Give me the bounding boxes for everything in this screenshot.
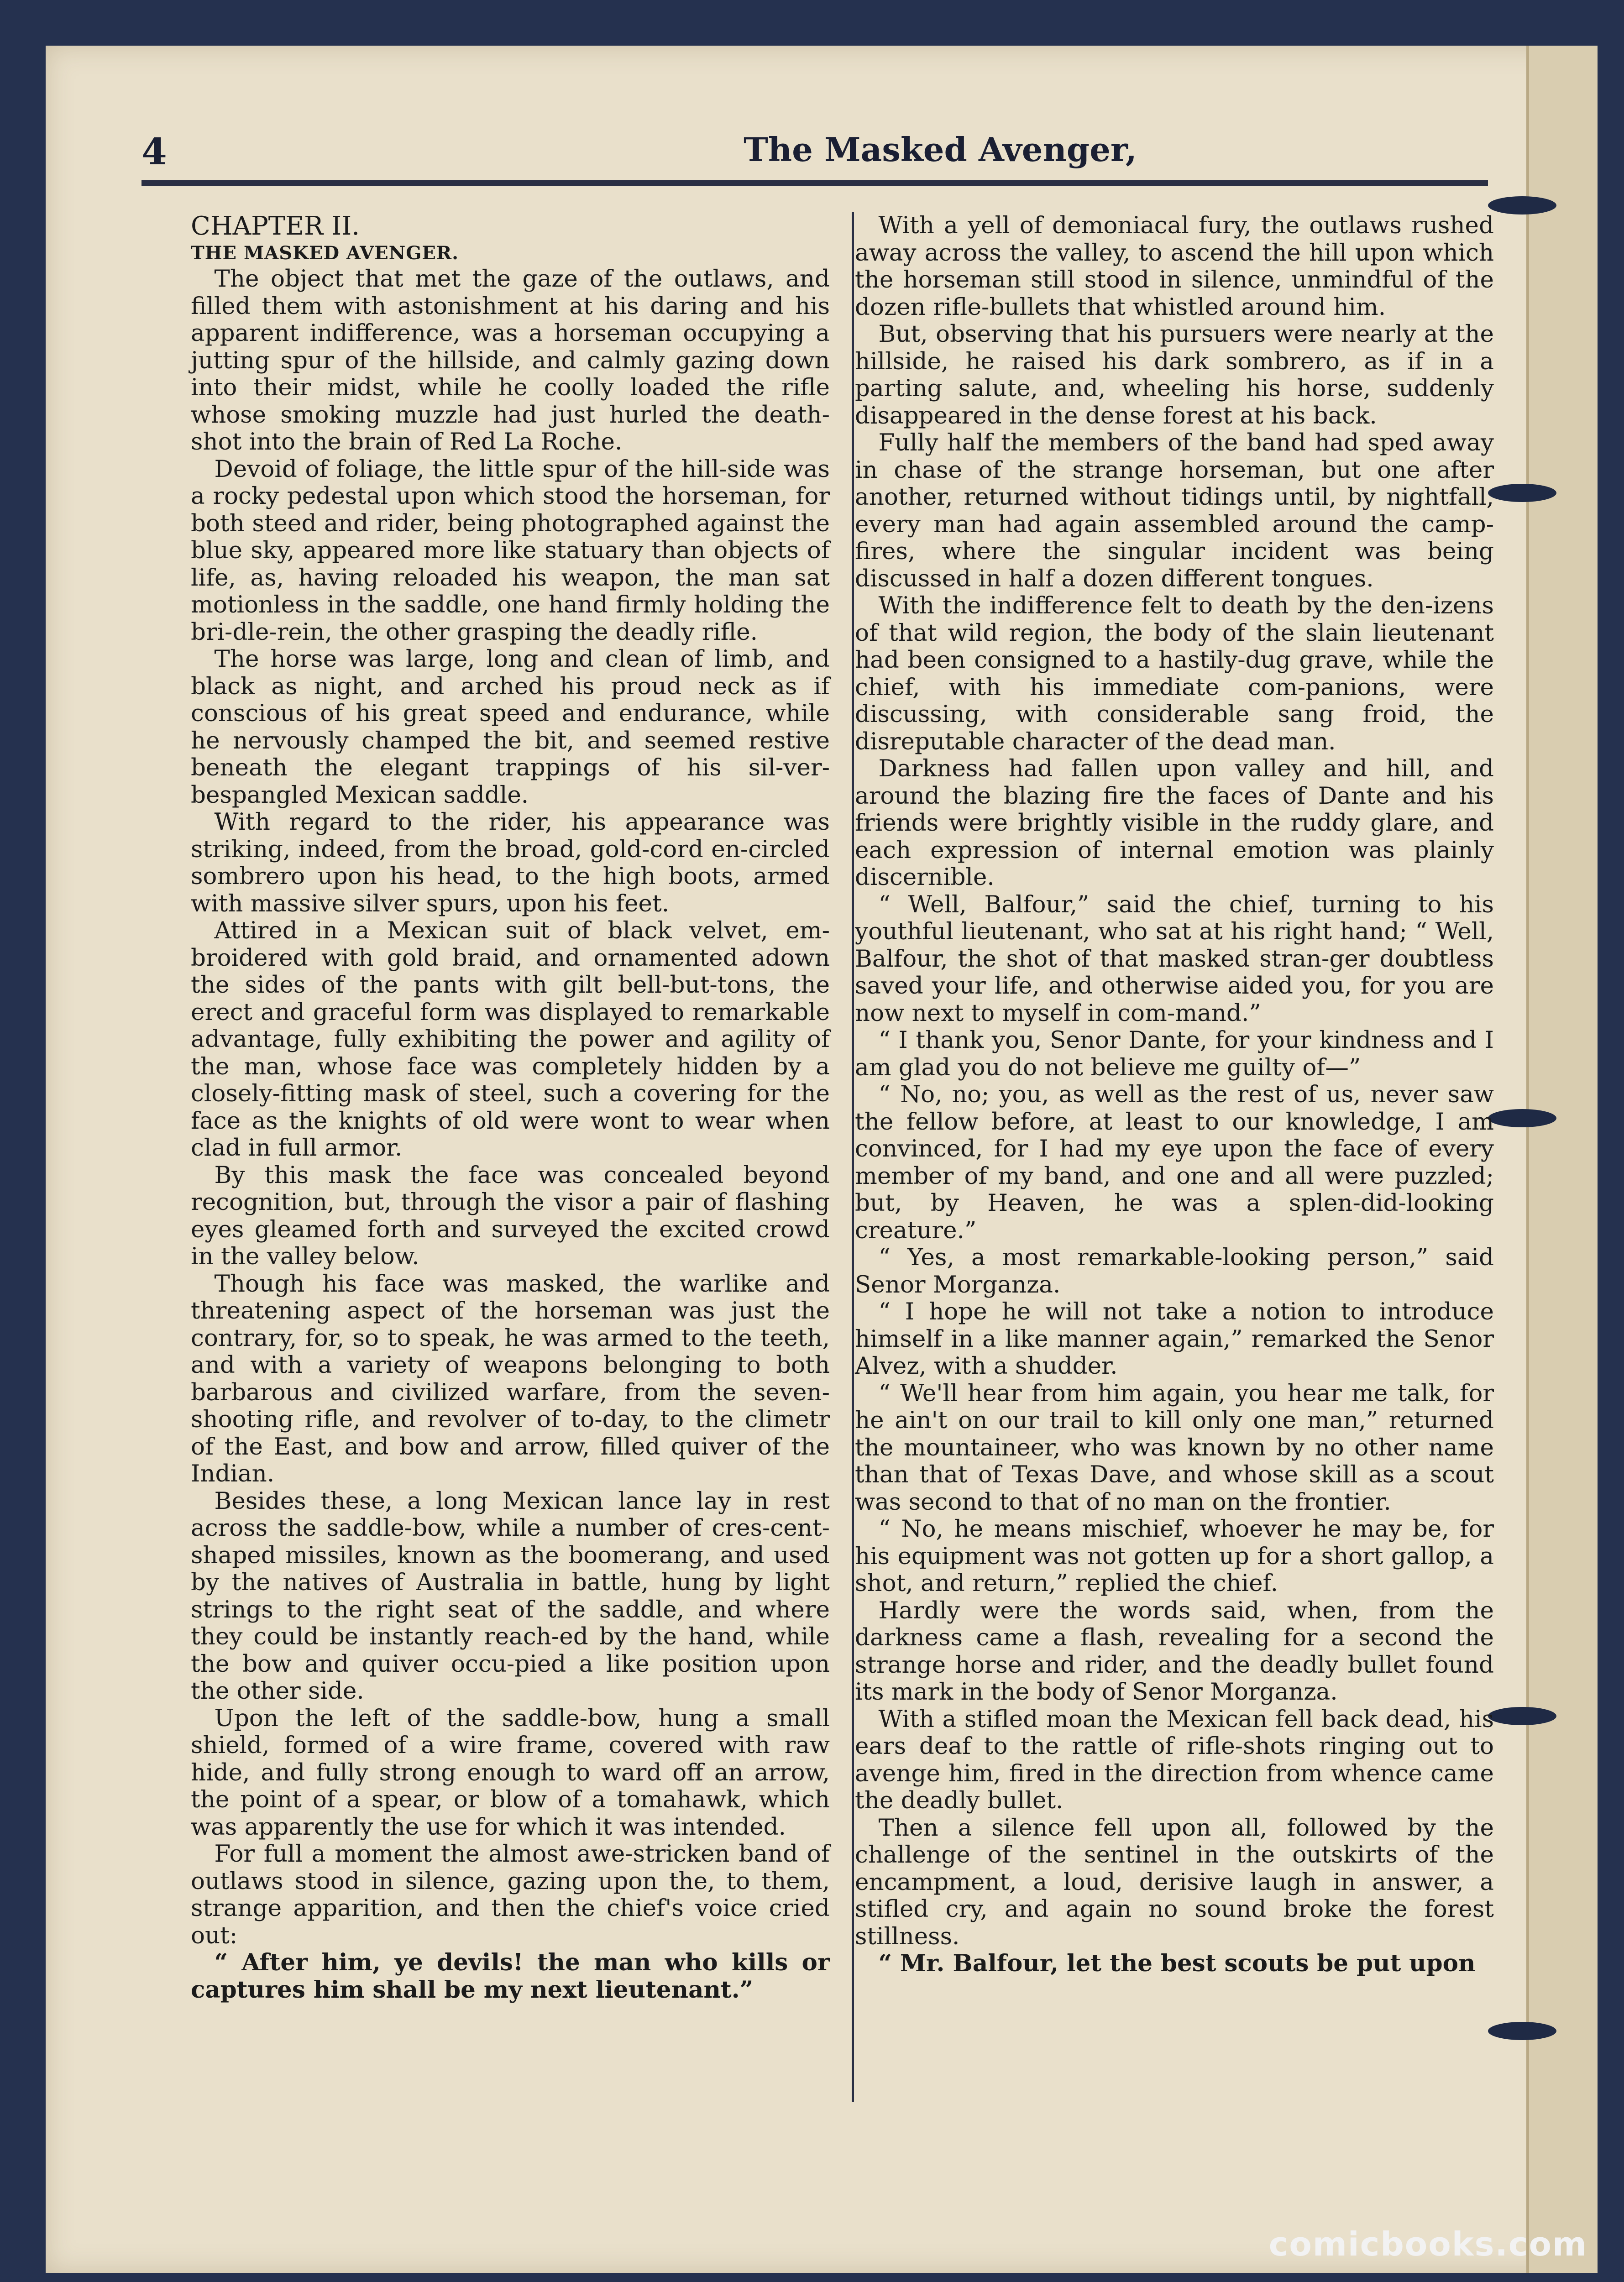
page-spine: [1526, 46, 1598, 2273]
paragraph: Then a silence fell upon all, followed by the challenge of the sentinel in the outskirts of the encampment, a loud, derisive laugh in answer, a stifled cry, and again no sound broke the forest stillness.: [855, 1814, 1494, 1950]
left-column: [191, 212, 830, 2004]
running-title: The Masked Avenger,: [744, 130, 1137, 169]
binding-staple: [1488, 1707, 1556, 1725]
binding-staple: [1488, 196, 1556, 215]
paragraph: For full a moment the almost awe-stricken band of outlaws stood in silence, gazing upon the, to them, strange apparition, and then the chief's voice cried out:: [191, 1840, 830, 1949]
paragraph: “ I thank you, Senor Dante, for your kindness and I am glad you do not believe me guilty of—”: [855, 1026, 1494, 1081]
binding-staple: [1488, 484, 1556, 502]
binding-staple: [1488, 1109, 1556, 1127]
paragraph: With the indifference felt to death by the den-izens of that wild region, the body of the slain lieutenant had been consigned to a hastily-dug grave, while the chief, with his immediate com-panions, were discussing, with considerable sang froid, the disreputable character of the dead man.: [855, 592, 1494, 755]
paragraph: With a yell of demoniacal fury, the outlaws rushed away across the valley, to ascend the hill upon which the horseman still stood in silence, unmindful of the dozen rifle-bullets that whistled around him.: [855, 212, 1494, 321]
paragraph: “ We'll hear from him again, you hear me talk, for he ain't on our trail to kill only one man,” returned the mountaineer, who was known by no other name than that of Texas Dave, and whose skill as a scout was second to that of no man on the frontier.: [855, 1379, 1494, 1516]
paragraph: The object that met the gaze of the outlaws, and filled them with astonishment at his daring and his apparent indifference, was a horseman occupying a jutting spur of the hillside, and calmly gazing down into their midst, while he coolly loaded the rifle whose smoking muzzle had just hurled the death-shot into the brain of Red La Roche.: [191, 265, 830, 455]
paragraph: “ After him, ye devils! the man who kills or captures him shall be my next lieutenant.”: [191, 1949, 830, 2004]
right-column: [855, 212, 1494, 1978]
paragraph: Devoid of foliage, the little spur of the hill-side was a rocky pedestal upon which stood the horseman, for both steed and rider, being photographed against the blue sky, appeared more like statuary than objects of life, as, having reloaded his weapon, the man sat motionless in the saddle, one hand firmly holding the bri-dle-rein, the other grasping the deadly rifle.: [191, 455, 830, 646]
paragraph: “ Well, Balfour,” said the chief, turning to his youthful lieutenant, who sat at his right hand; “ Well, Balfour, the shot of that masked stran-ger doubtless saved your life, and otherwise aided you, for you are now next to myself in com-mand.”: [855, 890, 1494, 1027]
paragraph: Darkness had fallen upon valley and hill, and around the blazing fire the faces of Dante and his friends were brightly visible in the ruddy glare, and each expression of internal emotion was plainly discernible.: [855, 755, 1494, 891]
paragraph: Besides these, a long Mexican lance lay in rest across the saddle-bow, while a number of cres-cent-shaped missiles, known as the boomerang, and used by the natives of Australia in battle, hung by light strings to the right seat of the saddle, and where they could be instantly reach-ed by the hand, while the bow and quiver occu-pied a like position upon the other side.: [191, 1487, 830, 1705]
paragraph: But, observing that his pursuers were nearly at the hillside, he raised his dark sombrero, as if in a parting salute, and, wheeling his horse, suddenly disappeared in the dense forest at his back.: [855, 320, 1494, 429]
page-number: 4: [141, 130, 167, 173]
paragraph: Fully half the members of the band had sped away in chase of the strange horseman, but one after another, returned without tidings until, by nightfall, every man had again assembled around the camp-fires, where the singular incident was being discussed in half a dozen different tongues.: [855, 429, 1494, 592]
paragraph: With a stifled moan the Mexican fell back dead, his ears deaf to the rattle of rifle-shots ringing out to avenge him, fired in the direction from whence came the deadly bullet.: [855, 1705, 1494, 1814]
binding-staple: [1488, 2022, 1556, 2040]
paragraph: “ Yes, a most remarkable-looking person,” said Senor Morganza.: [855, 1244, 1494, 1298]
page-header: [141, 130, 1488, 186]
paragraph: Attired in a Mexican suit of black velvet, em-broidered with gold braid, and ornamented adown the sides of the pants with gilt bell-but-tons, the erect and graceful form was displayed to remarkable advantage, fully exhibiting the power and agility of the man, whose face was completely hidden by a closely-fitting mask of steel, such a covering for the face as the knights of old were wont to wear when clad in full armor.: [191, 917, 830, 1162]
paragraph: “ No, no; you, as well as the rest of us, never saw the fellow before, at least to our knowledge, I am convinced, for I had my eye upon the face of every member of my band, and one and all were puzzled; but, by Heaven, he was a splen-did-looking creature.”: [855, 1081, 1494, 1244]
site-watermark: comicbooks.com: [1268, 2225, 1587, 2263]
paragraph: “ No, he means mischief, whoever he may be, for his equipment was not gotten up for a short gallop, a shot, and return,” replied the chief.: [855, 1515, 1494, 1597]
paragraph: By this mask the face was concealed beyond recognition, but, through the visor a pair of flashing eyes gleamed forth and surveyed the excited crowd in the valley below.: [191, 1161, 830, 1270]
paragraph: With regard to the rider, his appearance was striking, indeed, from the broad, gold-cord en-circled sombrero upon his head, to the high boots, armed with massive silver spurs, upon his feet.: [191, 808, 830, 917]
column-divider: [852, 212, 854, 2102]
paragraph: Though his face was masked, the warlike and threatening aspect of the horseman was just the contrary, for, so to speak, he was armed to the teeth, and with a variety of weapons belonging to both barbarous and civilized warfare, from the seven-shooting rifle, and revolver of to-day, to the climetr of the East, and bow and arrow, filled quiver of the Indian.: [191, 1270, 830, 1487]
paragraph: The horse was large, long and clean of limb, and black as night, and arched his proud neck as if conscious of his great speed and endurance, while he nervously champed the bit, and seemed restive beneath the elegant trappings of his sil-ver-bespangled Mexican saddle.: [191, 645, 830, 809]
paragraph: Upon the left of the saddle-bow, hung a small shield, formed of a wire frame, covered with raw hide, and fully strong enough to ward off an arrow, the point of a spear, or blow of a tomahawk, which was apparently the use for which it was intended.: [191, 1704, 830, 1841]
chapter-heading: CHAPTER II.: [191, 211, 360, 241]
chapter-subtitle: THE MASKED AVENGER.: [191, 242, 459, 264]
paragraph: “ I hope he will not take a notion to introduce himself in a like manner again,” remarked the Senor Alvez, with a shudder.: [855, 1298, 1494, 1380]
paragraph: “ Mr. Balfour, let the best scouts be put upon: [878, 1950, 1476, 1977]
paragraph: Hardly were the words said, when, from the darkness came a flash, revealing for a second the strange horse and rider, and the deadly bullet found its mark in the body of Senor Morganza.: [855, 1596, 1494, 1706]
